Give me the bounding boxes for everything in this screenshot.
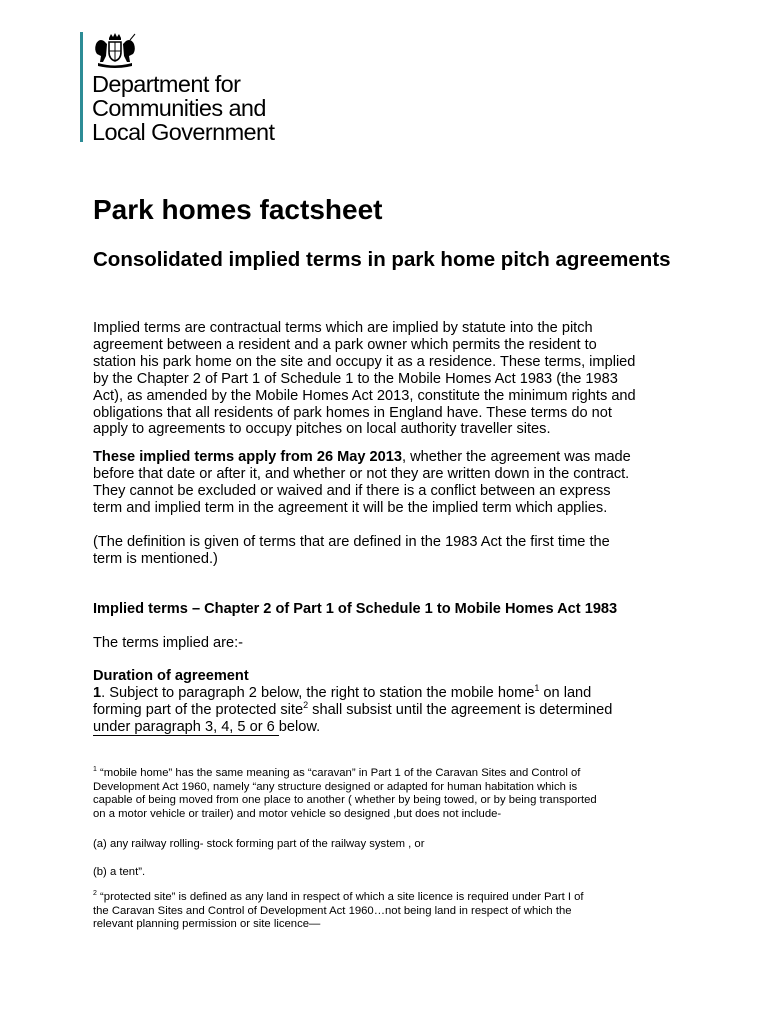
- text-line: apply to agreements to occupy pitches on local authority traveller sites.: [93, 421, 551, 438]
- text-line: agreement between a resident and a park owner which permits the resident to: [93, 336, 597, 353]
- text-line: capable of being moved from one place to another ( whether by being towed, or by being transported: [93, 794, 597, 807]
- department-name-line: Local Government: [92, 119, 275, 145]
- text-line: station his park home on the site and occupy it as a residence. These terms, implied: [93, 353, 636, 370]
- footnote-1: [93, 767, 713, 822]
- department-name: [92, 72, 274, 144]
- footnote-mark: 2: [93, 890, 97, 898]
- text-line: term is mentioned.): [93, 550, 218, 567]
- text-line: (The definition is given of terms that are defined in the 1983 Act the first time the: [93, 534, 610, 550]
- text-run: “mobile home” has the same meaning as “caravan” in Part 1 of the Caravan Sites and Control of: [96, 767, 581, 779]
- footnote-separator: [93, 735, 279, 736]
- department-logo: [80, 30, 320, 145]
- intro-paragraph: [93, 320, 733, 438]
- terms-implied-intro: The terms implied are:-: [93, 635, 244, 651]
- text-run: “protected site” is defined as any land in respect of which a site licence is required under Part I of: [96, 891, 584, 903]
- text-run: forming part of the protected site: [93, 701, 304, 718]
- text-run: on land: [539, 684, 592, 701]
- text-line: Development Act 1960, namely “any structure designed or adapted for human habitation which is: [93, 780, 578, 793]
- duration-of-agreement: [93, 668, 733, 736]
- text-line: obligations that all residents of park homes in England have. These terms do not: [93, 404, 612, 421]
- document-subtitle: Consolidated implied terms in park home pitch agreements: [93, 248, 671, 271]
- text-run: . Subject to paragraph 2 below, the right to station the mobile home: [101, 684, 535, 701]
- royal-coat-of-arms-icon: [92, 32, 138, 68]
- footnote-ref-2[interactable]: 2: [303, 699, 309, 710]
- text-line: They cannot be excluded or waived and if there is a conflict between an express: [93, 482, 611, 499]
- text-run: shall subsist until the agreement is determined: [308, 701, 613, 718]
- text-line: before that date or after it, and whether or not they are written down in the contract.: [93, 465, 630, 482]
- text-line: [93, 699, 733, 719]
- paragraph-number: 1: [93, 684, 102, 701]
- subsection-heading-text: Duration of agreement: [93, 668, 249, 684]
- text-line: [93, 449, 733, 466]
- logo-accent-bar: [80, 32, 83, 142]
- text-line: by the Chapter 2 of Part 1 of Schedule 1 to the Mobile Homes Act 1983 (the 1983: [93, 370, 618, 387]
- footnote-1-item-a: (a) any railway rolling- stock forming part of the railway system , or: [93, 838, 425, 850]
- section-heading-text: Implied terms – Chapter 2 of Part 1 of Schedule 1 to Mobile Homes Act 1983: [93, 601, 618, 617]
- document-title: Park homes factsheet: [93, 194, 383, 225]
- text-line: [93, 685, 733, 702]
- text-line: [93, 891, 713, 905]
- text-line: the Caravan Sites and Control of Development Act 1960…not being land in respect of which the: [93, 904, 572, 917]
- footnote-2: [93, 891, 713, 932]
- footnote-1-item-b: (b) a tent”.: [93, 866, 146, 878]
- department-name-line: Department for: [92, 71, 241, 97]
- text-line: term and implied term in the agreement it will be the implied term which applies.: [93, 499, 608, 516]
- apply-paragraph: [93, 449, 733, 517]
- text-line: Implied terms are contractual terms which are implied by statute into the pitch: [93, 320, 593, 336]
- footnote-mark: 1: [93, 766, 97, 774]
- text-line: [93, 767, 713, 781]
- section-heading: [93, 601, 733, 618]
- apply-date-emphasis: These implied terms apply from 26 May 2013: [93, 449, 403, 465]
- text-line: under paragraph 3, 4, 5 or 6 below.: [93, 718, 321, 735]
- text-line: relevant planning permission or site licence—: [93, 918, 321, 931]
- text-line: Act), as amended by the Mobile Homes Act 2013, constitute the minimum rights and: [93, 387, 636, 404]
- department-name-line: Communities and: [92, 95, 266, 121]
- text-line: on a motor vehicle or trailer) and motor vehicle so designed ,but does not include-: [93, 808, 502, 821]
- definition-note: [93, 534, 733, 568]
- text-run: , whether the agreement was made: [402, 449, 631, 465]
- subsection-heading: [93, 668, 733, 685]
- footnote-ref-1[interactable]: 1: [534, 683, 540, 694]
